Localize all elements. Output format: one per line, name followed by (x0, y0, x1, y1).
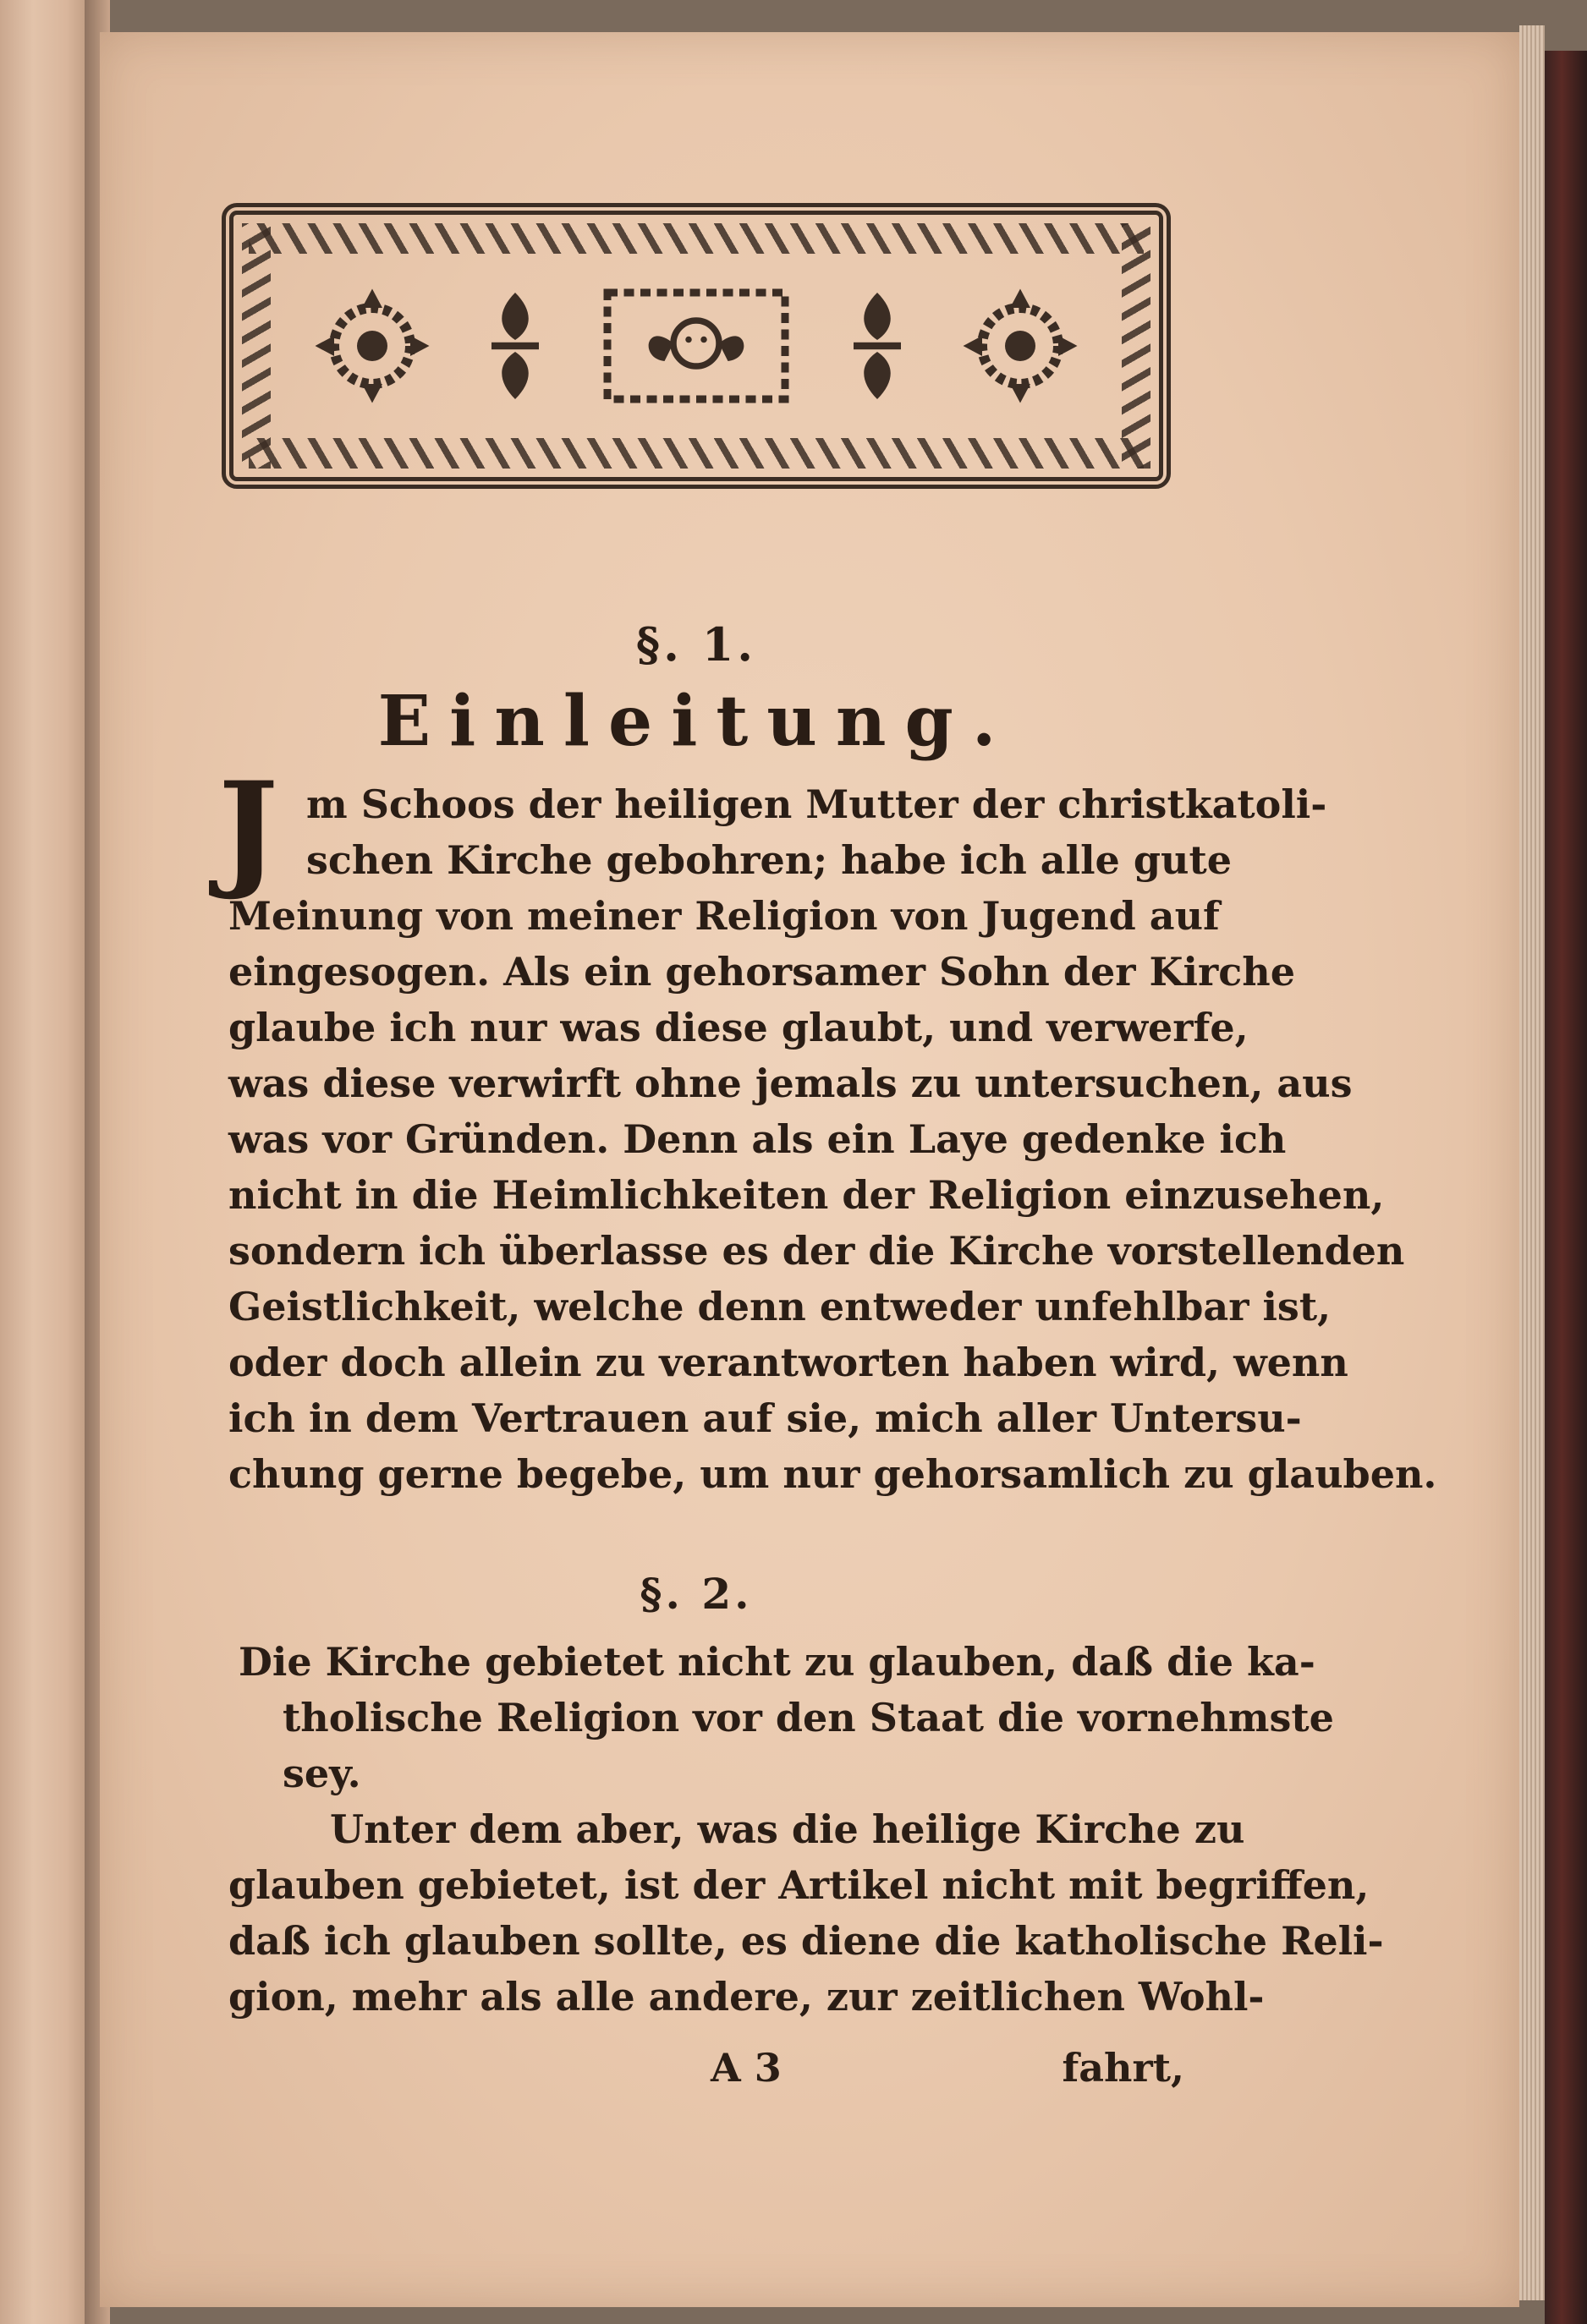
text-line: gion, mehr als alle andere, zur zeitlichen Wohl- (228, 1974, 1265, 2020)
summary-line: tholische Religion vor den Staat die vornehmste (283, 1695, 1334, 1740)
catchword: fahrt, (1062, 2045, 1184, 2091)
text-line: m Schoos der heiligen Mutter der christkatoli- (306, 781, 1327, 827)
page-block-edge (1519, 25, 1545, 2300)
summary-line: Die Kirche gebietet nicht zu glauben, daß die ka- (239, 1639, 1315, 1685)
text-line: schen Kirche gebohren; habe ich alle gute (306, 837, 1232, 883)
fleur-icon (848, 287, 907, 405)
wreath-icon (309, 282, 436, 409)
section-number: §. 1. (635, 617, 757, 671)
braid-border-left (242, 223, 271, 469)
text-line: oder doch allein zu verantworten haben wird, wenn (228, 1340, 1348, 1385)
wreath-icon (957, 282, 1084, 409)
cherub-icon (595, 282, 798, 409)
text-line: chung gerne begebe, um nur gehorsamlich zu glauben. (228, 1451, 1437, 1497)
text-line: was vor Gründen. Denn als ein Laye gedenke ich (228, 1116, 1287, 1162)
text-line: glaube ich nur was diese glaubt, und verwerfe, (228, 1005, 1249, 1050)
braid-border-top (249, 223, 1144, 254)
text-line: nicht in die Heimlichkeiten der Religion einzusehen, (228, 1172, 1385, 1218)
text-line: eingesogen. Als ein gehorsamer Sohn der Kirche (228, 949, 1295, 995)
introduction-paragraph (228, 776, 1437, 1502)
text-line: Meinung von meiner Religion von Jugend auf (228, 893, 1220, 939)
braid-border-right (1122, 223, 1150, 469)
drop-cap-initial: J (218, 754, 278, 903)
text-line: daß ich glauben sollte, es diene die katholische Reli- (228, 1918, 1384, 1964)
ornamental-header-band (222, 203, 1171, 489)
chapter-title: Einleitung. (377, 681, 1015, 762)
text-line: Unter dem aber, was die heilige Kirche zu (330, 1806, 1245, 1852)
text-line: ich in dem Vertrauen auf sie, mich aller Untersu- (228, 1395, 1302, 1441)
section-summary (239, 1634, 1334, 1801)
section-number: §. 2. (640, 1569, 753, 1619)
signature-mark: A 3 (711, 2045, 782, 2091)
section-body-paragraph (228, 1801, 1384, 2025)
text-line: glauben gebietet, ist der Artikel nicht mit begriffen, (228, 1862, 1370, 1908)
text-line: was diese verwirft ohne jemals zu untersuchen, aus (228, 1061, 1353, 1106)
page-footer (228, 2045, 1184, 2101)
previous-page-edge (0, 0, 95, 2324)
text-line: sondern ich überlasse es der die Kirche vorstellenden (228, 1228, 1405, 1274)
text-line: Geistlichkeit, welche denn entweder unfehlbar ist, (228, 1284, 1332, 1329)
ornament-motifs (284, 274, 1108, 418)
braid-border-bottom (249, 438, 1144, 469)
book-cover-edge (1545, 51, 1587, 2324)
summary-line: sey. (283, 1751, 361, 1796)
fleur-icon (486, 287, 545, 405)
